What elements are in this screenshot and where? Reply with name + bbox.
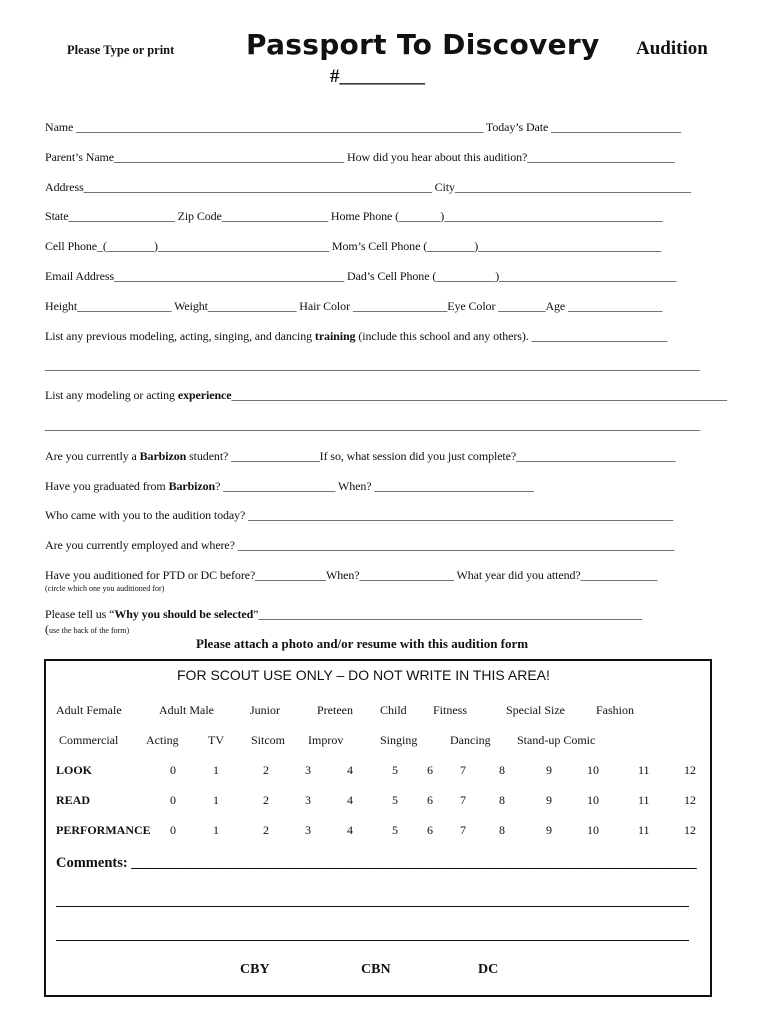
training-blank-line[interactable]: _______________________________________________________________________________________________________________: [45, 358, 700, 372]
category-preteen[interactable]: Preteen: [317, 703, 353, 717]
why-suffix: ”_________________________________________________________________: [253, 607, 642, 621]
type-or-print-note: Please Type or print: [67, 43, 175, 57]
code-cby[interactable]: CBY: [240, 962, 270, 977]
rating-score[interactable]: 5: [392, 793, 398, 807]
category-fitness[interactable]: Fitness: [433, 703, 468, 717]
rating-score[interactable]: 2: [263, 793, 269, 807]
category-acting[interactable]: Acting: [146, 733, 179, 747]
back-note-text: use the back of the form): [49, 626, 130, 635]
graduated-bold: Barbizon: [168, 479, 216, 493]
why-bold: Why you should be selected: [114, 607, 254, 621]
category-singing[interactable]: Singing: [380, 733, 418, 747]
rating-score[interactable]: 3: [305, 823, 311, 837]
rating-score[interactable]: 8: [499, 793, 505, 807]
rating-score[interactable]: 9: [546, 763, 552, 777]
rating-score[interactable]: 7: [460, 823, 466, 837]
category-junior[interactable]: Junior: [250, 703, 280, 717]
rating-score[interactable]: 9: [546, 793, 552, 807]
rating-score[interactable]: 10: [587, 823, 599, 837]
rating-score[interactable]: 3: [305, 763, 311, 777]
category-commercial[interactable]: Commercial: [59, 733, 119, 747]
rating-score[interactable]: 11: [638, 763, 650, 777]
rating-score[interactable]: 4: [347, 763, 353, 777]
rating-score[interactable]: 6: [427, 823, 433, 837]
rating-score[interactable]: 2: [263, 763, 269, 777]
scout-box-title: FOR SCOUT USE ONLY – DO NOT WRITE IN THIS AREA!: [177, 667, 550, 683]
rating-score[interactable]: 1: [213, 793, 219, 807]
auditioned-before-line[interactable]: Have you auditioned for PTD or DC before?____________When?________________ What year did you attend?_____________: [45, 568, 658, 582]
graduated-suffix: ? ___________________ When? ___________________________: [215, 479, 534, 493]
cell-phone-line[interactable]: Cell Phone_(________)_____________________________ Mom’s Cell Phone (________)_______________________________: [45, 239, 662, 253]
email-line[interactable]: Email Address_______________________________________ Dad’s Cell Phone (__________)______________________________: [45, 269, 677, 283]
category-adult-female[interactable]: Adult Female: [56, 703, 122, 717]
rating-score[interactable]: 5: [392, 823, 398, 837]
circle-note: (circle which one you auditioned for): [45, 584, 165, 593]
state-zip-phone-line[interactable]: State__________________ Zip Code__________________ Home Phone (_______)_____________________________________: [45, 209, 663, 223]
rating-score[interactable]: 9: [546, 823, 552, 837]
barbizon-suffix: student? _______________If so, what session did you just complete?___________________________: [186, 449, 676, 463]
parent-name-line[interactable]: Parent’s Name_______________________________________ How did you hear about this audition?_________________________: [45, 150, 675, 164]
category-dancing[interactable]: Dancing: [450, 733, 491, 747]
training-prefix: List any previous modeling, acting, singing, and dancing: [45, 329, 315, 343]
form-title: Passport To Discovery: [246, 28, 600, 61]
category-improv[interactable]: Improv: [308, 733, 344, 747]
rating-score[interactable]: 2: [263, 823, 269, 837]
experience-prefix: List any modeling or acting: [45, 388, 178, 402]
rating-score[interactable]: 11: [638, 823, 650, 837]
category-child[interactable]: Child: [380, 703, 407, 717]
rating-score[interactable]: 1: [213, 823, 219, 837]
category-adult-male[interactable]: Adult Male: [159, 703, 214, 717]
barbizon-bold: Barbizon: [139, 449, 187, 463]
height-weight-line[interactable]: Height________________ Weight_______________ Hair Color ________________Eye Color ________Age ________________: [45, 299, 663, 313]
rating-score[interactable]: 6: [427, 763, 433, 777]
category-special-size[interactable]: Special Size: [506, 703, 565, 717]
rating-score[interactable]: 0: [170, 793, 176, 807]
experience-line[interactable]: [45, 388, 727, 403]
barbizon-student-line[interactable]: [45, 449, 675, 464]
comments-rule-1[interactable]: [56, 906, 689, 907]
rating-score[interactable]: 6: [427, 793, 433, 807]
training-bold: training: [314, 329, 356, 343]
rating-score[interactable]: 4: [347, 823, 353, 837]
rating-score[interactable]: 7: [460, 793, 466, 807]
who-came-line[interactable]: Who came with you to the audition today? ________________________________________________________________________: [45, 508, 673, 522]
rating-score[interactable]: 1: [213, 763, 219, 777]
experience-suffix: ____________________________________________________________________________________: [231, 388, 728, 402]
graduated-line[interactable]: [45, 479, 534, 494]
comments-line[interactable]: Comments: ______________________________________________________________________________: [56, 855, 697, 871]
training-suffix: (include this school and any others). _______________________: [355, 329, 668, 343]
rating-score[interactable]: 3: [305, 793, 311, 807]
category-sitcom[interactable]: Sitcom: [251, 733, 286, 747]
category-stand-up-comic[interactable]: Stand-up Comic: [517, 733, 596, 747]
why-prefix: Please tell us “: [45, 607, 115, 621]
name-date-line[interactable]: Name _____________________________________________________________________ Today’s Date ______________________: [45, 120, 681, 134]
rating-score[interactable]: 11: [638, 793, 650, 807]
comments-rule-2[interactable]: [56, 940, 689, 941]
rating-score[interactable]: 0: [170, 823, 176, 837]
barbizon-prefix: Are you currently a: [45, 449, 140, 463]
rating-score[interactable]: 10: [587, 793, 599, 807]
why-selected-line[interactable]: [45, 607, 642, 622]
rating-score[interactable]: 12: [684, 763, 696, 777]
rating-row-label: LOOK: [56, 763, 93, 777]
rating-score[interactable]: 5: [392, 763, 398, 777]
rating-score[interactable]: 12: [684, 793, 696, 807]
category-fashion[interactable]: Fashion: [596, 703, 635, 717]
back-note-paren: (: [45, 622, 49, 636]
rating-score[interactable]: 0: [170, 763, 176, 777]
rating-score[interactable]: 7: [460, 763, 466, 777]
experience-bold: experience: [177, 388, 232, 402]
attach-photo-note: Please attach a photo and/or resume with this audition form: [196, 636, 529, 651]
graduated-prefix: Have you graduated from: [45, 479, 169, 493]
rating-score[interactable]: 10: [587, 763, 599, 777]
employed-line[interactable]: Are you currently employed and where? __________________________________________________________________________: [45, 538, 675, 552]
rating-score[interactable]: 8: [499, 823, 505, 837]
rating-row-label: READ: [56, 793, 91, 807]
category-tv[interactable]: TV: [208, 733, 224, 747]
audition-label: Audition: [636, 38, 708, 59]
rating-score[interactable]: 4: [347, 793, 353, 807]
rating-score[interactable]: 12: [684, 823, 696, 837]
code-cbn[interactable]: CBN: [361, 962, 391, 977]
experience-blank-line[interactable]: _______________________________________________________________________________________________________________: [45, 418, 700, 432]
back-of-form-note: [45, 622, 129, 637]
address-city-line[interactable]: Address___________________________________________________________ City________________________________________: [45, 180, 691, 194]
code-dc[interactable]: DC: [478, 962, 499, 977]
rating-row-label: PERFORMANCE: [56, 823, 151, 837]
form-number-line[interactable]: #_________: [330, 66, 425, 87]
rating-score[interactable]: 8: [499, 763, 505, 777]
training-line[interactable]: [45, 329, 667, 344]
